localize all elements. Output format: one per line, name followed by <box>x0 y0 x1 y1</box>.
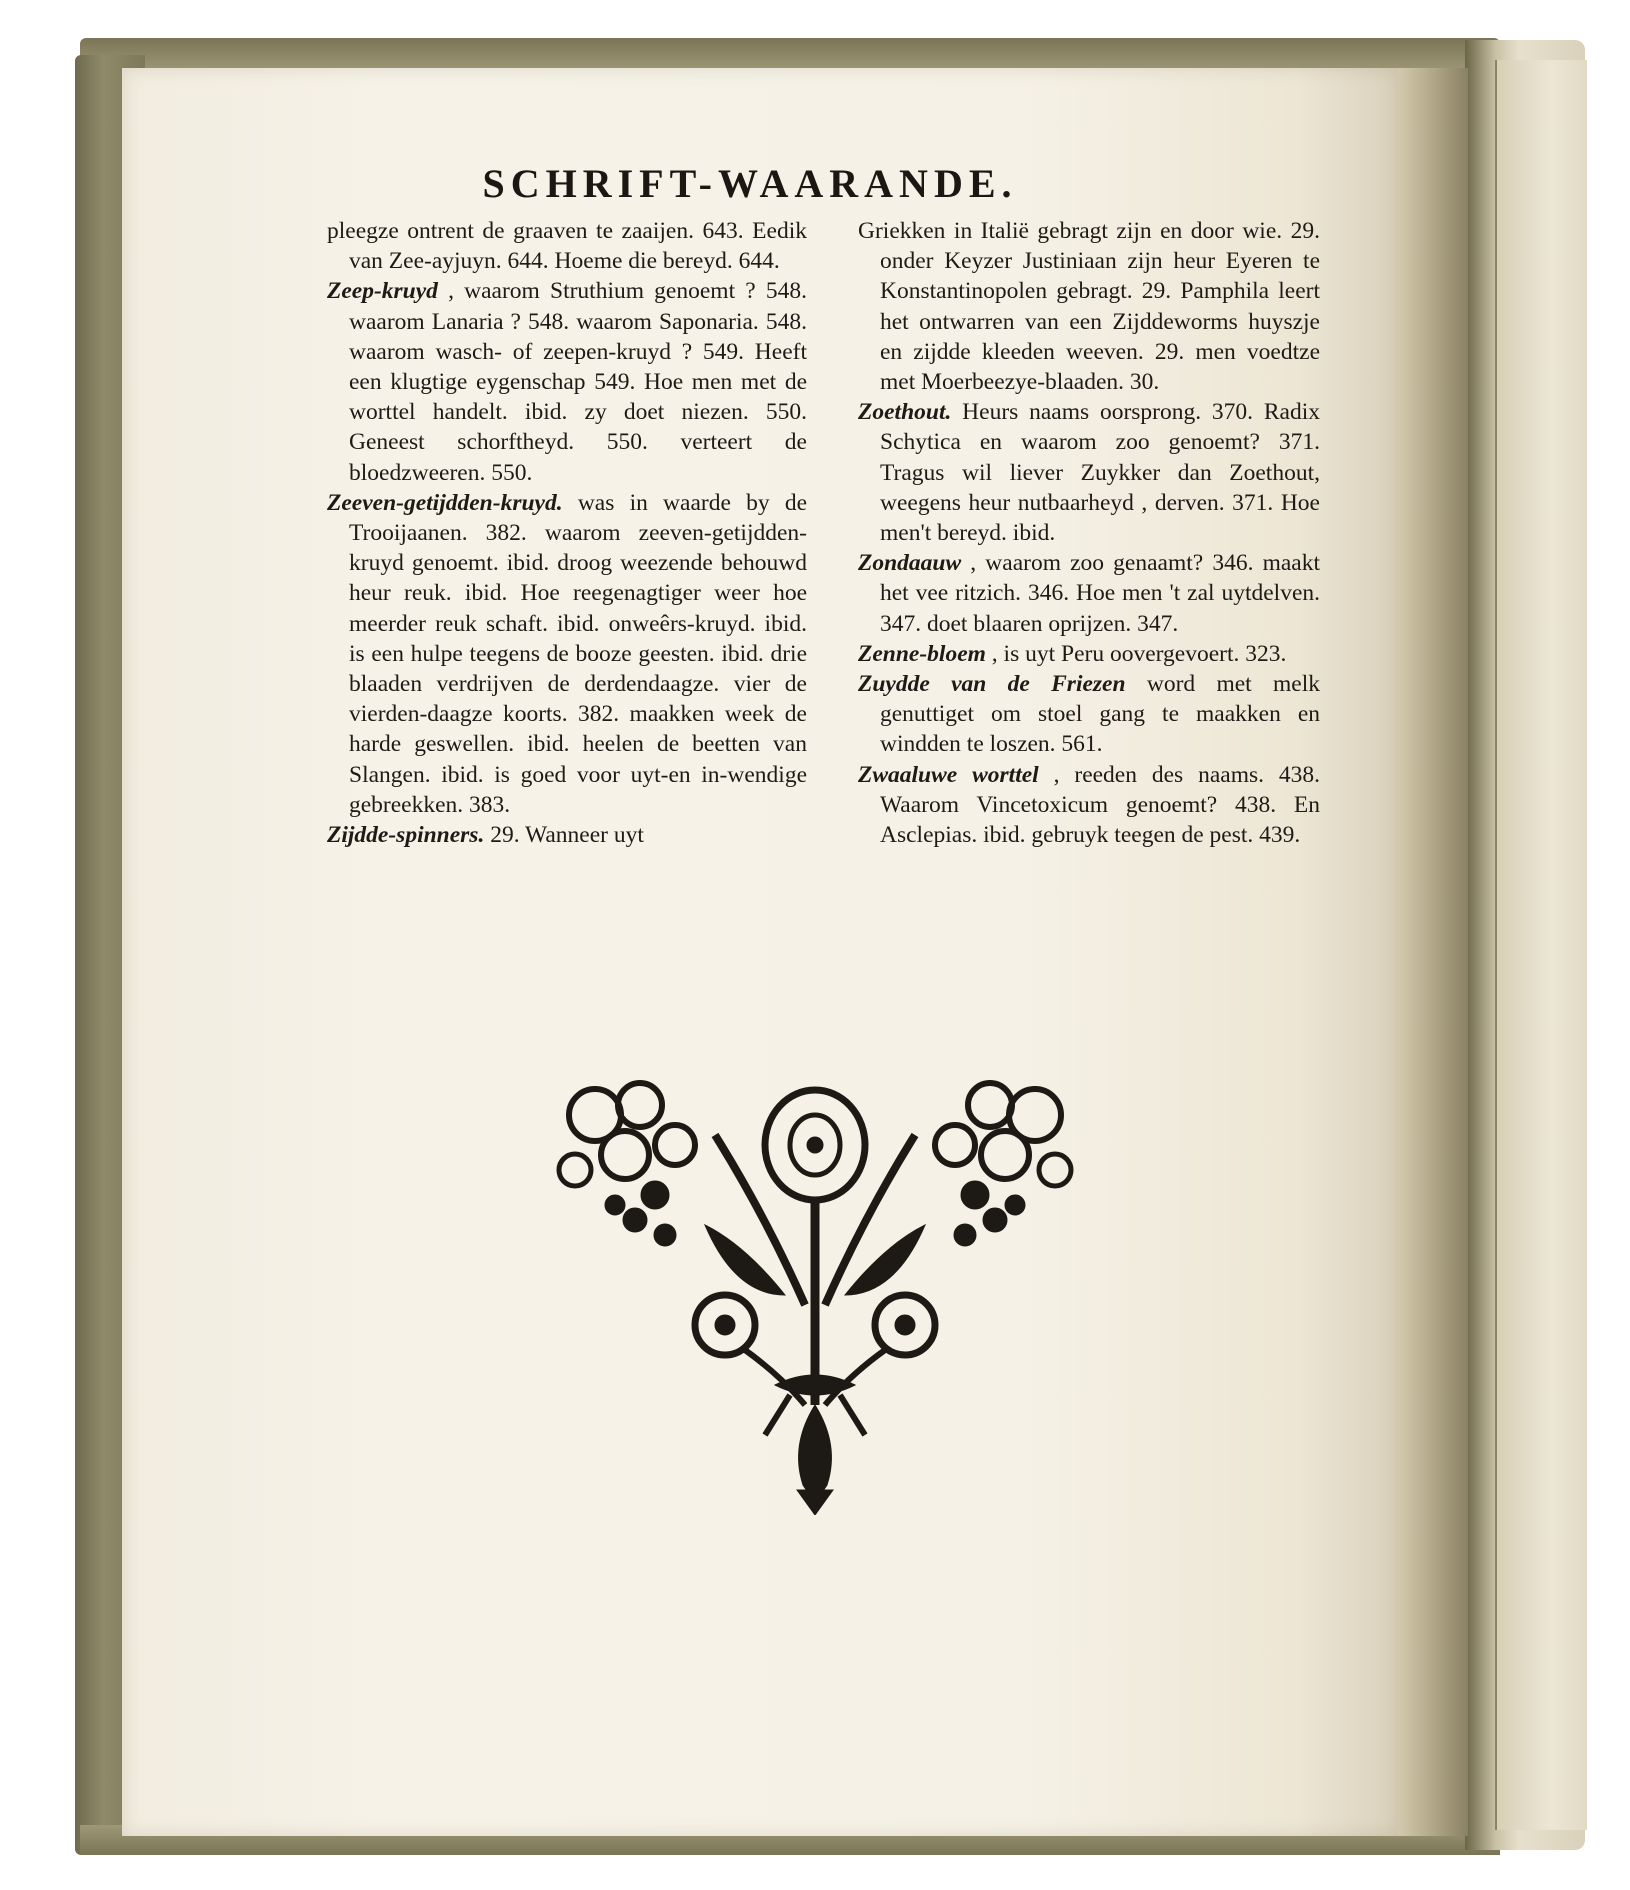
entry-text: , waarom Struthium genoemt ? 548. waarom Lanaria ? 548. waarom Saponaria. 548. waarom wasch- of zeepen-kruyd ? 549. Heeft een klugtige eygenschap 549. Hoe men met de worttel handelt. ibid. zy doet niezen. 550. Geneest schorftheyd. 550. verteert de bloedzweeren. 550. <box>349 278 807 486</box>
index-entry <box>327 216 807 276</box>
index-entry <box>858 216 1320 397</box>
index-entry <box>327 276 807 487</box>
floral-bouquet-ornament-icon <box>535 1075 1095 1515</box>
index-entry <box>327 488 807 820</box>
entry-text: , is uyt Peru oovergevoert. 323. <box>991 640 1287 667</box>
entry-text: pleegze ontrent de graaven te zaaijen. 643. Eedik van Zee-ayjuyn. 644. Hoeme die bereyd. 644. <box>327 218 807 275</box>
index-entry <box>858 760 1320 851</box>
index-column-right <box>858 216 1320 850</box>
entry-head: Zijdde-spinners. <box>327 822 485 849</box>
entry-text: Griekken in Italië gebragt zijn en door wie. 29. onder Keyzer Justiniaan zijn heur Eyeren te Konstantinopolen gebragt. 29. Pamphila leert het ontwarren van een Zijddeworms huyszje en zijdde kleeden weeven. 29. men voedtze met Moerbeezye-blaaden. 30. <box>858 218 1320 396</box>
entry-text: was in waarde by de Trooijaanen. 382. waarom zeeven-getijdden-kruyd genoemt. ibid. droog weezende behouwd heur reuk. ibid. Hoe reegenagtiger weer hoe meerder reuk schaft. ibid. onweêrs-kruyd. ibid. is een hulpe teegens de booze geesten. ibid. drie blaaden verdrijven de derdendaagze. vier de vierden-daagze koorts. 382. maakken week de harde geswellen. ibid. heelen de beetten van Slangen. ibid. is goed voor uyt-en in-wendige gebreekken. 383. <box>349 489 807 818</box>
entry-head: Zenne-bloem <box>858 640 986 667</box>
entry-head: Zeep-kruyd <box>327 278 438 305</box>
entry-head: Zeeven-getijdden-kruyd. <box>327 489 563 516</box>
index-entry <box>858 639 1320 669</box>
book-gutter <box>1398 68 1468 1836</box>
entry-text: word met melk genuttiget om stoel gang te maakken en windden te loszen. 561. <box>880 671 1321 758</box>
index-entry <box>858 669 1320 760</box>
entry-text: 29. Wanneer uyt <box>490 822 644 849</box>
entry-head: Zondaauw <box>858 550 962 577</box>
right-page-edge <box>1495 60 1587 1830</box>
entry-text: , waarom zoo genaamt? 346. maakt het vee ritzich. 346. Hoe men 't zal uytdelven. 347. doet blaaren oprijzen. 347. <box>880 550 1320 637</box>
entry-head: Zwaaluwe worttel <box>858 761 1039 788</box>
index-entry <box>327 820 807 850</box>
index-entry <box>858 548 1320 639</box>
index-entry <box>858 397 1320 548</box>
index-column-left <box>327 216 807 850</box>
entry-text: Heurs naams oorsprong. 370. Radix Schytica en waarom zoo genoemt? 371. Tragus wil liever Zuykker dan Zoethout, weegens heur nutbaarheyd , derven. 371. Hoe men't bereyd. ibid. <box>880 399 1320 547</box>
page-header-title: SCHRIFT-WAARANDE. <box>482 161 1018 206</box>
entry-head: Zoethout. <box>858 399 952 426</box>
entry-head: Zuydde van de Friezen <box>858 671 1126 698</box>
entry-text: , reeden des naams. 438. Waarom Vincetoxicum genoemt? 438. En Asclepias. ibid. gebruyk teegen de pest. 439. <box>880 761 1321 849</box>
